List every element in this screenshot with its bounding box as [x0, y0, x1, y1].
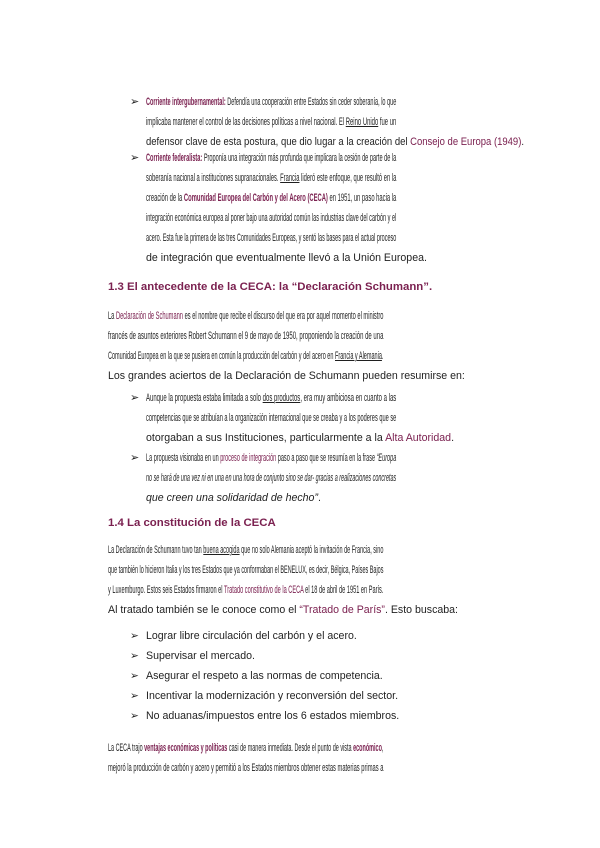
text-line [146, 92, 524, 112]
paragraph-constitution [108, 540, 524, 620]
highlighted-text: Corriente federalista: [146, 152, 203, 164]
text-span: lideró este enfoque, que resultó en la [299, 172, 397, 184]
text-span: Comunidad Europea en la que se pusiera en común la producción del carbón y del acero en [108, 350, 335, 362]
text-span: Defendía una cooperación entre Estados sin ceder soberanía, lo que [225, 96, 397, 108]
text-span: . [521, 136, 524, 148]
text-line [146, 248, 524, 268]
text-span: Al tratado también se le conoce como el [108, 604, 300, 616]
list-item [130, 706, 399, 726]
underlined-text: dos productos [262, 392, 301, 404]
text-line [108, 738, 524, 758]
text-span: en 1951, un paso hacia la [327, 192, 397, 204]
text-span: paso a paso que se resumía en la frase [276, 452, 377, 464]
list-item-text: Supervisar el mercado. [146, 650, 255, 662]
text-line [146, 448, 524, 468]
heading-section-1-4: 1.4 La constitución de la CECA [108, 517, 276, 529]
text-line [108, 580, 524, 600]
heading-section-1-3: 1.3 El antecedente de la CECA: la “Declaración Schumann”. [108, 281, 433, 293]
highlighted-text: Comunidad Europea del Carbón y del Acero (CECA) [183, 192, 328, 204]
text-span: . Esto buscaba: [384, 604, 458, 616]
text-span: el 18 de abril de 1951 en París. [303, 584, 384, 596]
text-span: La Declaración de Schumann tuvo tan [108, 544, 204, 556]
bullet-two-products [146, 388, 524, 448]
text-span: , era muy ambiciosa en cuanto a las [300, 392, 397, 404]
highlighted-text: Declaración de Schumann [115, 310, 183, 322]
text-line [146, 488, 524, 508]
text-line [146, 208, 524, 228]
text-span: creación de la [146, 192, 184, 204]
list-item [130, 626, 357, 646]
text-span: mejoró la producción de carbón y acero y permitió a los Estados miembros obtener estas materias primas a [108, 762, 384, 774]
bullet-arrow: ➢ [130, 96, 140, 108]
highlighted-text: Alta Autoridad [385, 432, 452, 444]
paragraph-advantages [108, 738, 524, 778]
text-span: . [381, 350, 384, 362]
text-line [108, 326, 524, 346]
text-span: La [108, 310, 116, 322]
text-span: de integración que eventualmente llevó a la Unión Europea. [146, 252, 427, 264]
bullet-arrow: ➢ [130, 690, 139, 702]
text-span: . [451, 432, 455, 444]
highlighted-text: “Europa [376, 452, 397, 464]
list-item [130, 686, 398, 706]
text-span: casi de manera inmediata. Desde el punto de vista [227, 742, 354, 754]
bullet-federalist [146, 148, 524, 268]
text-line [108, 306, 524, 326]
highlighted-text: no se hará de una vez ni en una en una hora de conjunto sino se dar- gracias a realizaciones concretas [146, 472, 397, 484]
list-item-text: Asegurar el respeto a las normas de competencia. [146, 670, 383, 682]
list-item-text: Lograr libre circulación del carbón y el acero. [146, 630, 357, 642]
bullet-intergovernmental [146, 92, 524, 152]
text-span: soberanía nacional a instituciones supranacionales. [146, 172, 281, 184]
text-span: Proponía una integración más profunda que implicara la cesión de parte de la [202, 152, 397, 164]
text-line [146, 428, 524, 448]
list-item [130, 646, 255, 666]
list-item-text: Incentivar la modernización y reconversión del sector. [146, 690, 399, 702]
text-span: competencias que se atribuían a la organización internacional que se creaba y a los poderes que se [146, 412, 397, 424]
list-item-text: No aduanas/impuestos entre los 6 estados miembros. [146, 710, 400, 722]
text-span: , [381, 742, 384, 754]
list-item [130, 666, 383, 686]
bullet-arrow: ➢ [130, 710, 139, 722]
text-line [146, 188, 524, 208]
bullet-arrow: ➢ [130, 630, 139, 642]
text-line [146, 388, 524, 408]
text-line [146, 228, 524, 248]
text-line [146, 468, 524, 488]
text-span: implicaba mantener el control de las decisiones políticas a nivel nacional. El [146, 116, 346, 128]
text-span: defensor clave de esta postura, que dio lugar a la creación del [146, 136, 411, 148]
text-line [146, 148, 524, 168]
text-span: fue un [378, 116, 397, 128]
text-line [108, 560, 524, 580]
bullet-arrow: ➢ [130, 152, 140, 164]
text-span: que también lo hicieron Italia y los tres Estados que ya conformaban el BENELUX, es decir, Bélgica, Países Bajos [108, 564, 384, 576]
highlighted-text: proceso de integración [220, 452, 277, 464]
highlighted-text: Consejo de Europa (1949) [410, 136, 522, 148]
text-line [108, 540, 524, 560]
text-span: y Luxemburgo. Estos seis Estados firmaron el [108, 584, 225, 596]
text-line [146, 408, 524, 428]
bullet-arrow: ➢ [130, 670, 139, 682]
text-span: es el nombre que recibe el discurso del que era por aquel momento el ministro [182, 310, 384, 322]
underlined-text: buena acogida [203, 544, 240, 556]
text-span: Aunque la propuesta estaba limitada a solo [146, 392, 263, 404]
bullet-arrow: ➢ [130, 452, 140, 464]
highlighted-text: que creen una solidaridad de hecho” [146, 492, 318, 504]
underlined-text: Reino Unido [345, 116, 379, 128]
text-line [108, 758, 524, 778]
highlighted-text: ventajas económicas y políticas [144, 742, 228, 754]
underlined-text: Francia [280, 172, 300, 184]
paragraph-declaration [108, 306, 524, 386]
text-line [108, 600, 524, 620]
text-line [108, 366, 524, 386]
text-line [146, 168, 524, 188]
bullet-arrow: ➢ [130, 650, 139, 662]
bullet-arrow: ➢ [130, 392, 140, 404]
text-span: francés de asuntos exteriores Robert Schumann el 9 de mayo de 1950, proponiendo la creación de una [108, 330, 384, 342]
text-span: acero. Esta fue la primera de las tres Comunidades Europeas, y sentó las bases para el actual proceso [146, 232, 397, 244]
text-span: que no solo Alemania aceptó la invitación de Francia, sino [239, 544, 384, 556]
highlighted-text: “Tratado de París” [299, 604, 385, 616]
highlighted-text: Corriente intergubernamental: [146, 96, 226, 108]
underlined-text: Francia y Alemania [334, 350, 382, 362]
highlighted-text: Tratado constitutivo de la CECA [224, 584, 304, 596]
highlighted-text: económico [353, 742, 382, 754]
text-line [108, 346, 524, 366]
text-span: . [317, 492, 321, 504]
text-span: Los grandes aciertos de la Declaración de Schumann pueden resumirse en: [108, 370, 465, 382]
text-span: La CECA trajo [108, 742, 145, 754]
text-line [146, 112, 524, 132]
text-span: integración económica europea al poner bajo una autoridad común las industrias clave del carbón y el [146, 212, 397, 224]
text-span: La propuesta visionaba en un [146, 452, 221, 464]
bullet-integration-process [146, 448, 524, 508]
text-span: otorgaban a sus Instituciones, particularmente a la [146, 432, 386, 444]
